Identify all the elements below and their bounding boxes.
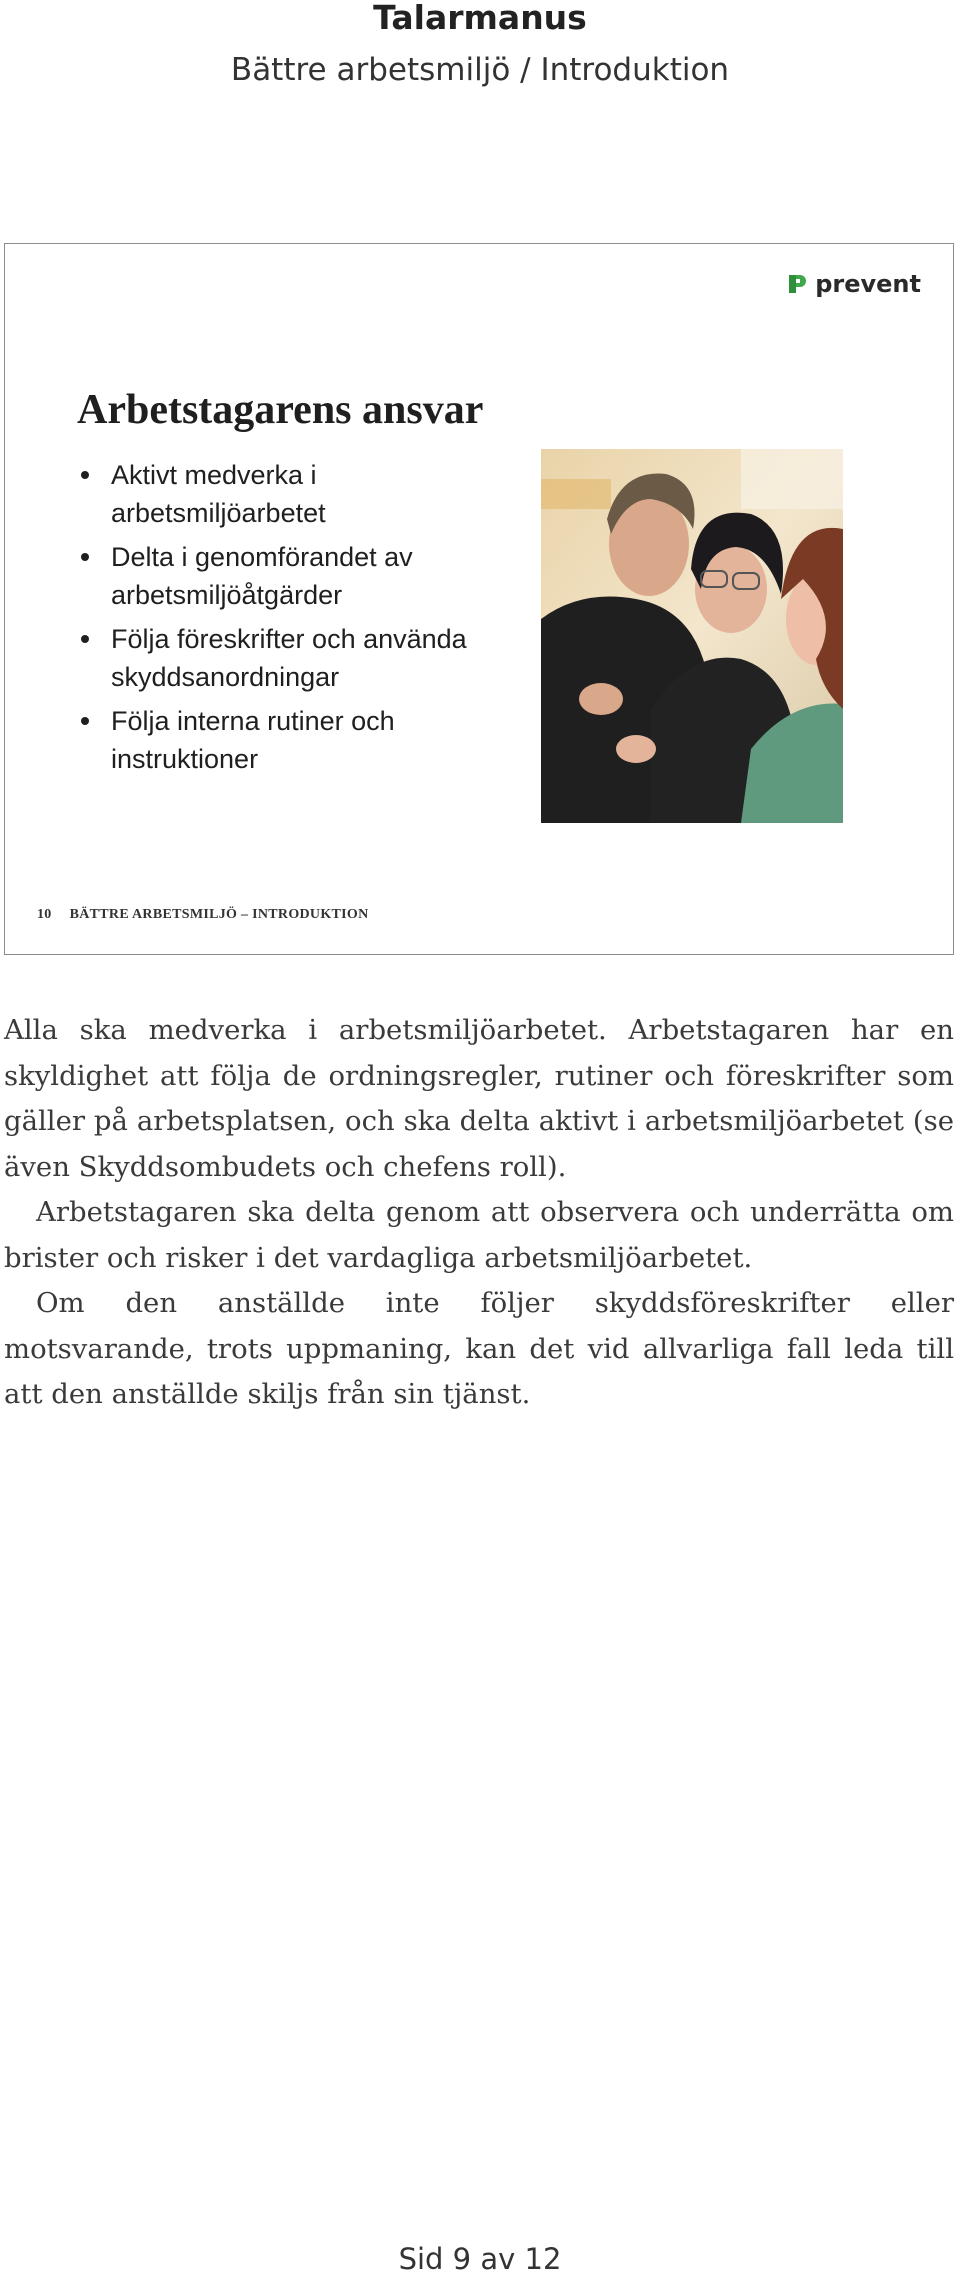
slide-footer-text: BÄTTRE ARBETSMILJÖ – INTRODUKTION [69, 907, 369, 922]
document-subtitle: Bättre arbetsmiljö / Introduktion [230, 52, 730, 88]
notes-paragraph: Arbetstagaren ska delta genom att observera och underrätta om brister och risker i det vardagliga arbetsmiljöarbetet. [4, 1196, 954, 1274]
prevent-logo [787, 270, 921, 298]
bullet-item: Delta i genomförandet av arbetsmiljöåtgärder [77, 538, 507, 614]
bullet-item: Följa interna rutiner och instruktioner [77, 702, 507, 778]
prevent-logo-icon [787, 273, 807, 295]
logo-text: prevent [815, 270, 921, 298]
slide-heading: Arbetstagarens ansvar [77, 387, 484, 433]
notes-paragraph: Alla ska medverka i arbetsmiljöarbetet. Arbetstagaren har en skyldighet att följa de ordningsregler, rutiner och föreskrifter som gäller på arbetsplatsen, och ska delta aktivt i arbetsmiljöarbetet (se även Skyddsombudets och chefens roll). [4, 1014, 954, 1183]
presentation-slide [4, 243, 954, 955]
team-photo [541, 449, 843, 823]
people-photo-image [541, 449, 843, 823]
bullet-item: Aktivt medverka i arbetsmiljöarbetet [77, 456, 507, 532]
document-header [0, 0, 960, 88]
bullet-list [77, 456, 507, 784]
slide-footer [37, 907, 369, 923]
slide-number: 10 [37, 907, 52, 922]
notes-paragraph: Om den anställde inte följer skyddsföreskrifter eller motsvarande, trots uppmaning, kan det vid allvarliga fall leda till att den anställde skiljs från sin tjänst. [4, 1287, 954, 1410]
speaker-notes [4, 1008, 954, 1418]
bullet-item: Följa föreskrifter och använda skyddsanordningar [77, 620, 507, 696]
page-number: Sid 9 av 12 [398, 2242, 562, 2276]
document-title: Talarmanus [373, 0, 587, 37]
